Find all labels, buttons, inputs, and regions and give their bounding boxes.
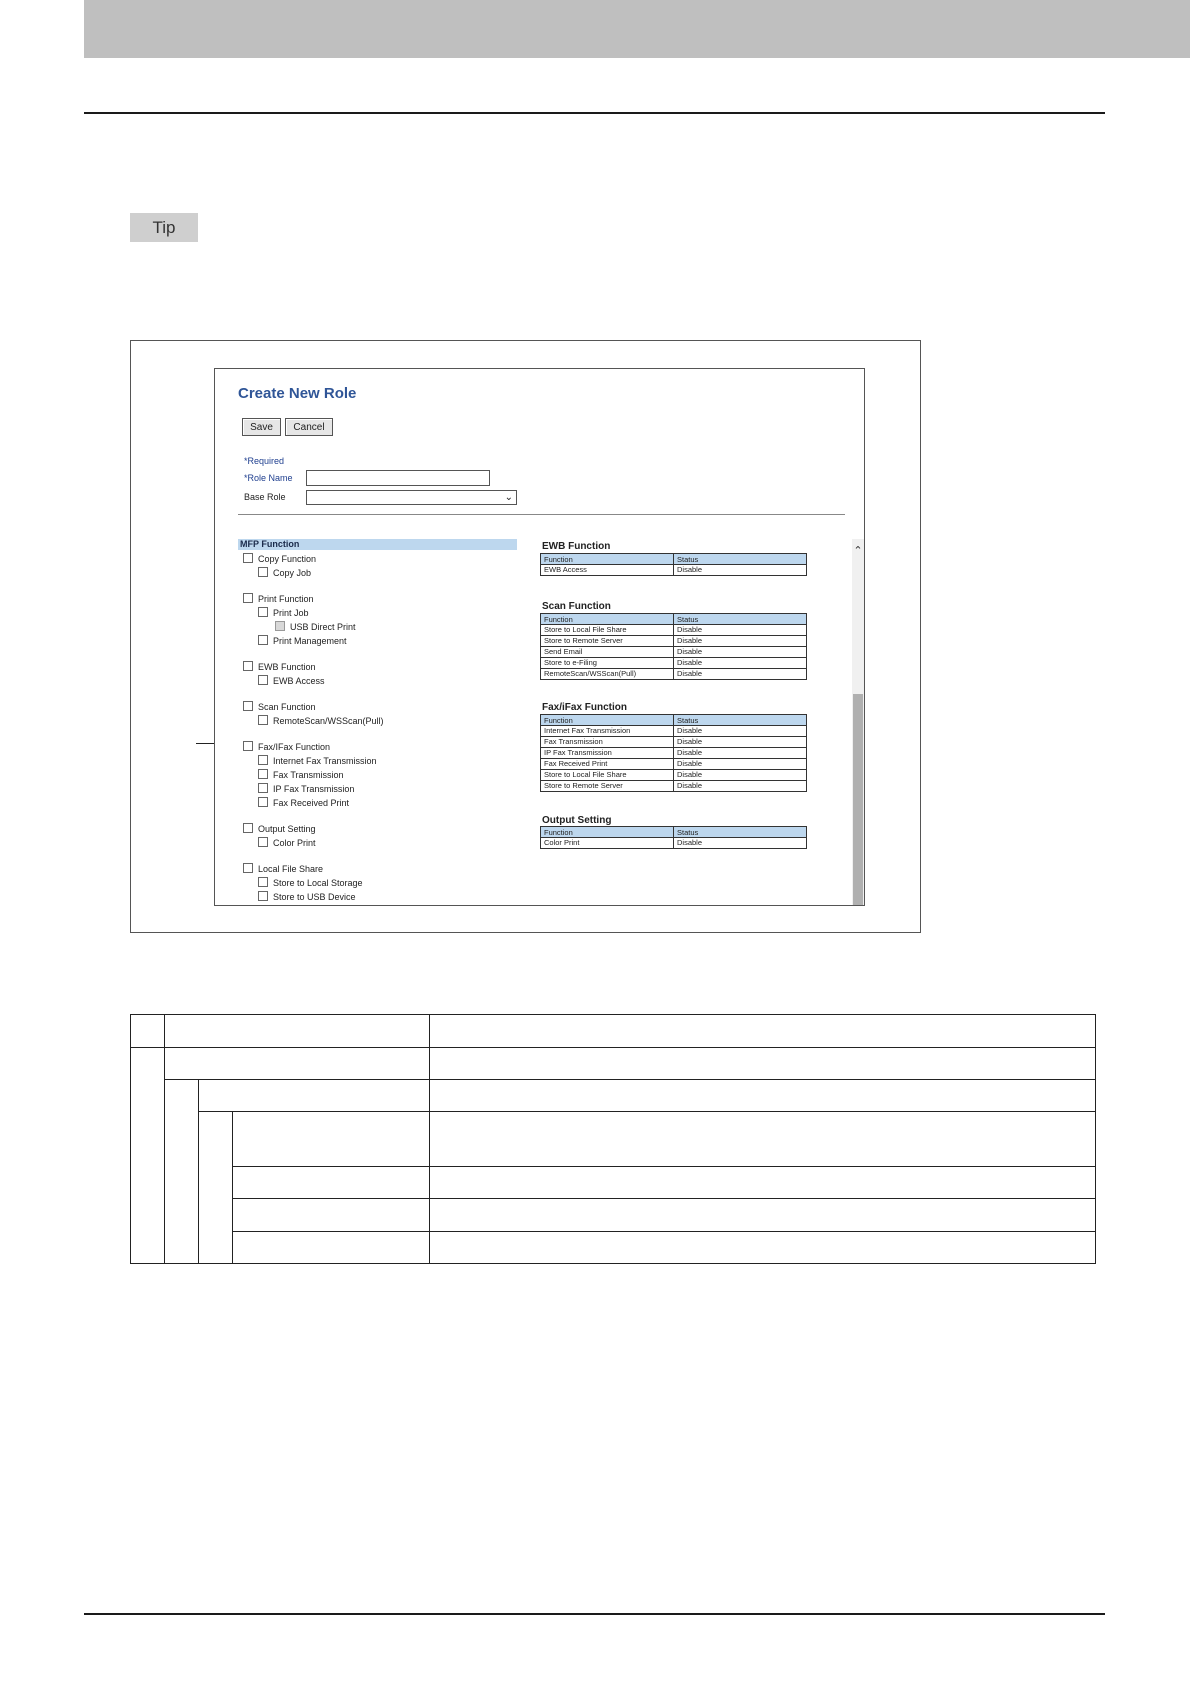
checkbox-label: Fax/IFax Function [258, 742, 331, 752]
description-table [130, 1014, 1096, 1264]
checkbox[interactable] [243, 863, 253, 873]
checkbox-label: IP Fax Transmission [273, 784, 355, 794]
table-row [541, 669, 807, 680]
checkbox[interactable] [258, 769, 268, 779]
table-row [541, 838, 807, 849]
table-cell: Internet Fax Transmission [541, 726, 674, 737]
table-cell: Disable [674, 625, 807, 636]
table-cell [198, 1079, 430, 1112]
checkbox-label: Color Print [273, 838, 316, 848]
status-table [540, 613, 807, 680]
table-cell: Disable [674, 669, 807, 680]
table-cell [232, 1231, 430, 1264]
table-row [541, 658, 807, 669]
checkbox-label: EWB Access [273, 676, 325, 686]
table-cell [164, 1014, 430, 1048]
table-cell [130, 1047, 165, 1264]
table-cell: IP Fax Transmission [541, 748, 674, 759]
header-bar [84, 0, 1190, 58]
checkbox[interactable] [243, 701, 253, 711]
table-cell [429, 1047, 1096, 1080]
checkbox[interactable] [258, 837, 268, 847]
column-header: Function [541, 827, 674, 838]
checkbox-label: Store to USB Device [273, 892, 356, 902]
section-title: Output Setting [542, 815, 612, 826]
table-cell [429, 1166, 1096, 1199]
checkbox[interactable] [243, 741, 253, 751]
table-cell: Disable [674, 647, 807, 658]
status-table [540, 826, 807, 849]
table-cell [130, 1014, 165, 1048]
role-name-label: *Role Name [244, 473, 293, 483]
checkbox-label: Local File Share [258, 864, 324, 874]
table-cell [429, 1079, 1096, 1112]
checkbox[interactable] [258, 783, 268, 793]
checkbox[interactable] [243, 553, 253, 563]
scroll-up-icon[interactable]: ⌃ [853, 545, 863, 557]
checkbox-label: Fax Received Print [273, 798, 350, 808]
footer-rule [84, 1613, 1105, 1615]
table-cell: Disable [674, 759, 807, 770]
checkbox[interactable] [258, 567, 268, 577]
checkbox[interactable] [258, 635, 268, 645]
save-button[interactable]: Save [242, 418, 281, 436]
table-cell: Store to e-Filing [541, 658, 674, 669]
status-table [540, 714, 807, 792]
table-cell: Store to Remote Server [541, 636, 674, 647]
column-header: Function [541, 554, 674, 565]
table-cell: Disable [674, 636, 807, 647]
table-cell [429, 1231, 1096, 1264]
table-cell: EWB Access [541, 565, 674, 576]
table-cell: Fax Transmission [541, 737, 674, 748]
checkbox[interactable] [243, 661, 253, 671]
checkbox[interactable] [258, 675, 268, 685]
checkbox[interactable] [258, 891, 268, 901]
checkbox-label: Copy Job [273, 568, 312, 578]
table-cell [198, 1111, 233, 1264]
checkbox-label: Fax Transmission [273, 770, 344, 780]
section-title: EWB Function [542, 541, 611, 552]
table-cell [429, 1111, 1096, 1167]
mfp-function-header: MFP Function [238, 539, 517, 550]
table-cell [232, 1166, 430, 1199]
table-cell: Disable [674, 748, 807, 759]
table-row [541, 647, 807, 658]
form-divider [238, 514, 845, 515]
table-row [541, 625, 807, 636]
checkbox-label: Print Management [273, 636, 347, 646]
table-cell [164, 1079, 199, 1264]
tip-badge: Tip [130, 213, 198, 242]
checkbox[interactable] [258, 715, 268, 725]
table-row [541, 748, 807, 759]
checkbox-label: Print Job [273, 608, 309, 618]
table-cell [232, 1198, 430, 1232]
section-title: Fax/iFax Function [542, 702, 628, 713]
role-name-input[interactable] [306, 470, 490, 486]
section-title: Scan Function [542, 601, 611, 612]
checkbox[interactable] [258, 607, 268, 617]
column-header: Function [541, 715, 674, 726]
checkbox-label: Internet Fax Transmission [273, 756, 377, 766]
table-cell: Color Print [541, 838, 674, 849]
table-cell: Disable [674, 838, 807, 849]
required-note: *Required [244, 456, 285, 466]
checkbox-label: EWB Function [258, 662, 316, 672]
table-cell: Disable [674, 770, 807, 781]
column-header: Status [674, 827, 807, 838]
column-header: Status [674, 715, 807, 726]
checkbox[interactable] [258, 755, 268, 765]
checkbox[interactable] [243, 593, 253, 603]
table-cell: Disable [674, 737, 807, 748]
table-cell: Disable [674, 726, 807, 737]
checkbox-label: Output Setting [258, 824, 316, 834]
scrollbar-thumb[interactable] [853, 694, 863, 906]
table-cell: Store to Local File Share [541, 625, 674, 636]
table-cell: Store to Local File Share [541, 770, 674, 781]
table-row [541, 636, 807, 647]
table-row [541, 781, 807, 792]
table-cell [232, 1111, 430, 1167]
table-row [541, 737, 807, 748]
checkbox-label: Scan Function [258, 702, 316, 712]
table-row [541, 726, 807, 737]
status-table [540, 553, 807, 576]
table-cell: Send Email [541, 647, 674, 658]
column-header: Function [541, 614, 674, 625]
checkbox[interactable] [258, 797, 268, 807]
table-row [541, 770, 807, 781]
column-header: Status [674, 614, 807, 625]
checkbox-label: Print Function [258, 594, 314, 604]
chevron-down-icon: ⌄ [504, 492, 513, 503]
base-role-label: Base Role [244, 492, 286, 502]
table-cell [164, 1047, 430, 1080]
table-cell: Store to Remote Server [541, 781, 674, 792]
table-cell: Disable [674, 781, 807, 792]
table-cell [429, 1198, 1096, 1232]
table-row [541, 565, 807, 576]
checkbox-label: Copy Function [258, 554, 317, 564]
create-role-screen [214, 368, 865, 906]
page-title: Create New Role [238, 385, 357, 402]
header-rule [84, 112, 1105, 114]
table-cell: RemoteScan/WSScan(Pull) [541, 669, 674, 680]
checkbox[interactable] [258, 877, 268, 887]
checkbox-label: USB Direct Print [290, 622, 356, 632]
checkbox[interactable] [243, 823, 253, 833]
base-role-select[interactable] [306, 490, 517, 505]
table-cell: Fax Received Print [541, 759, 674, 770]
checkbox-label: RemoteScan/WSScan(Pull) [273, 716, 384, 726]
table-cell: Disable [674, 565, 807, 576]
column-header: Status [674, 554, 807, 565]
table-cell [429, 1014, 1096, 1048]
checkbox [275, 621, 285, 631]
checkbox-label: Store to Local Storage [273, 878, 363, 888]
cancel-button[interactable]: Cancel [285, 418, 333, 436]
table-row [541, 759, 807, 770]
table-cell: Disable [674, 658, 807, 669]
